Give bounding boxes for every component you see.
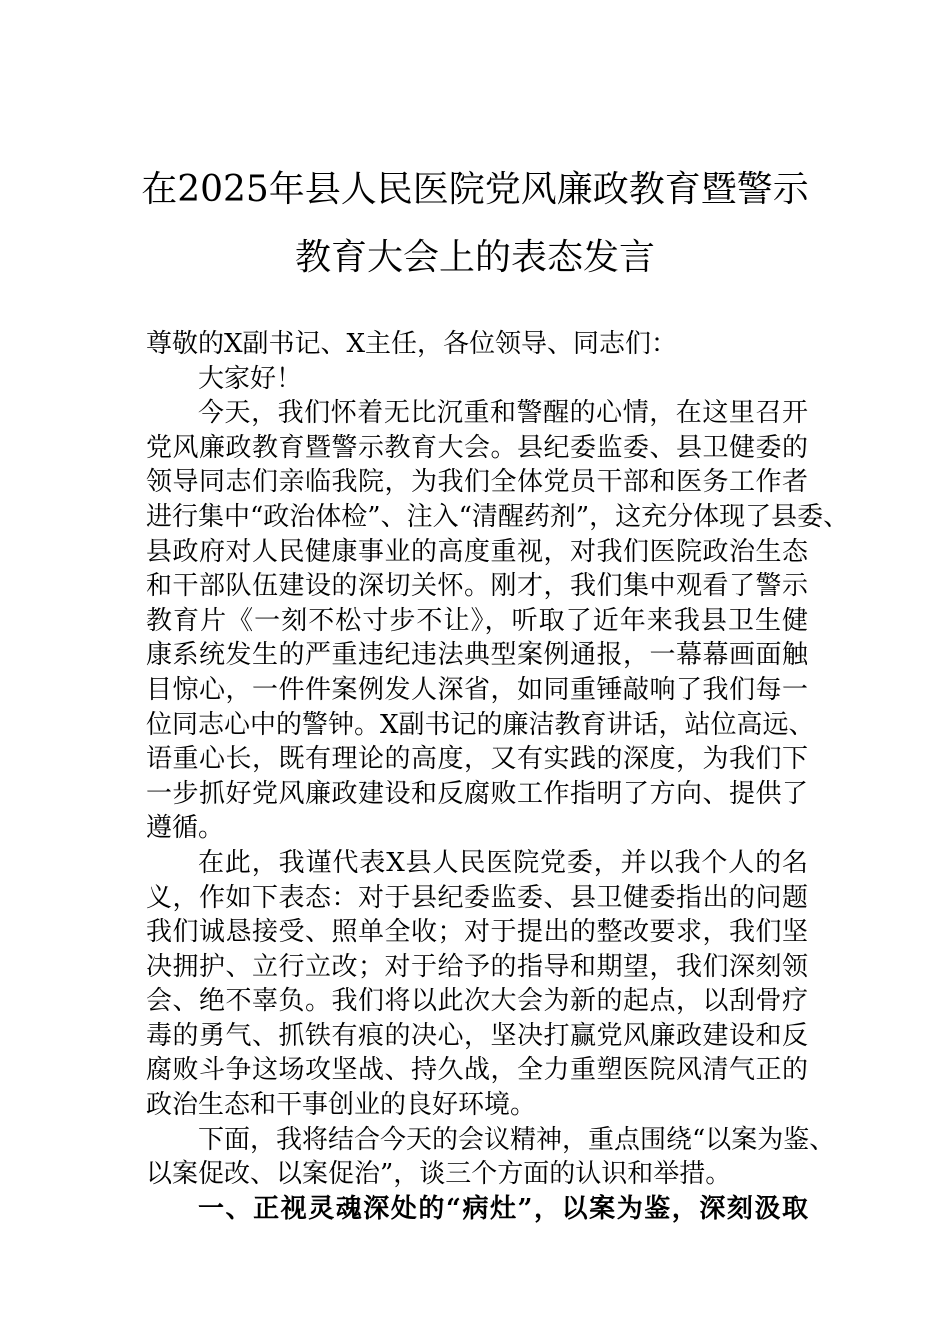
text-line: 会、绝不辜负。我们将以此次大会为新的起点，以刮骨疗 bbox=[146, 986, 808, 1017]
text-line: 康系统发生的严重违纪违法典型案例通报，一幕幕画面触 bbox=[146, 640, 808, 671]
paragraph bbox=[146, 327, 808, 362]
text-line: 县政府对人民健康事业的高度重视，对我们医院政治生态 bbox=[146, 536, 808, 567]
text-line: 毒的勇气、抓铁有痕的决心，坚决打赢党风廉政建设和反 bbox=[146, 1020, 808, 1051]
paragraph bbox=[146, 362, 808, 397]
paragraph bbox=[146, 396, 850, 846]
text-line: 和干部队伍建设的深切关怀。刚才，我们集中观看了警示 bbox=[146, 571, 808, 602]
text-line: 党风廉政教育暨警示教育大会。县纪委监委、县卫健委的 bbox=[146, 432, 808, 463]
text-line: 义，作如下表态：对于县纪委监委、县卫健委指出的问题 bbox=[146, 882, 808, 913]
document-title-line-2: 教育大会上的表态发言 bbox=[294, 237, 655, 278]
text-line: 在此，我谨代表X县人民医院党委，并以我个人的名 bbox=[198, 847, 808, 878]
text-line: 进行集中“政治体检”、注入“清醒药剂”，这充分体现了县委、 bbox=[146, 501, 850, 532]
text-line: 遵循。 bbox=[146, 813, 225, 844]
text-line: 政治生态和干事创业的良好环境。 bbox=[146, 1090, 537, 1121]
document-title-line-1: 在2025年县人民医院党风廉政教育暨警示 bbox=[141, 169, 809, 210]
text-line: 语重心长，既有理论的高度，又有实践的深度，为我们下 bbox=[146, 744, 808, 775]
paragraph bbox=[146, 846, 808, 1123]
text-line: 尊敬的X副书记、X主任，各位领导、同志们： bbox=[146, 329, 678, 359]
text-line: 一步抓好党风廉政建设和反腐败工作指明了方向、提供了 bbox=[146, 778, 808, 809]
document-body bbox=[146, 327, 850, 1226]
paragraph bbox=[146, 1123, 836, 1192]
text-line: 决拥护、立行立改；对于给予的指导和期望，我们深刻领 bbox=[146, 951, 808, 982]
text-line: 下面，我将结合今天的会议精神，重点围绕“以案为鉴、 bbox=[198, 1124, 836, 1155]
section-heading bbox=[146, 1192, 808, 1227]
text-line: 位同志心中的警钟。X副书记的廉洁教育讲话，站位高远、 bbox=[146, 709, 815, 740]
text-line: 教育片《一刻不松寸步不让》，听取了近年来我县卫生健 bbox=[146, 605, 808, 636]
text-line: 今天，我们怀着无比沉重和警醒的心情，在这里召开 bbox=[198, 398, 808, 429]
text-line: 我们诚恳接受、照单全收；对于提出的整改要求，我们坚 bbox=[146, 917, 808, 948]
text-line: 目惊心，一件件案例发人深省，如同重锤敲响了我们每一 bbox=[146, 674, 808, 705]
text-line: 以案促改、以案促治”，谈三个方面的认识和举措。 bbox=[146, 1159, 732, 1190]
text-line: 大家好！ bbox=[198, 363, 303, 394]
text-line: 腐败斗争这场攻坚战、持久战，全力重塑医院风清气正的 bbox=[146, 1055, 808, 1086]
text-line: 一、正视灵魂深处的“病灶”，以案为鉴，深刻汲取 bbox=[198, 1193, 808, 1224]
text-line: 领导同志们亲临我院，为我们全体党员干部和医务工作者 bbox=[146, 467, 808, 498]
